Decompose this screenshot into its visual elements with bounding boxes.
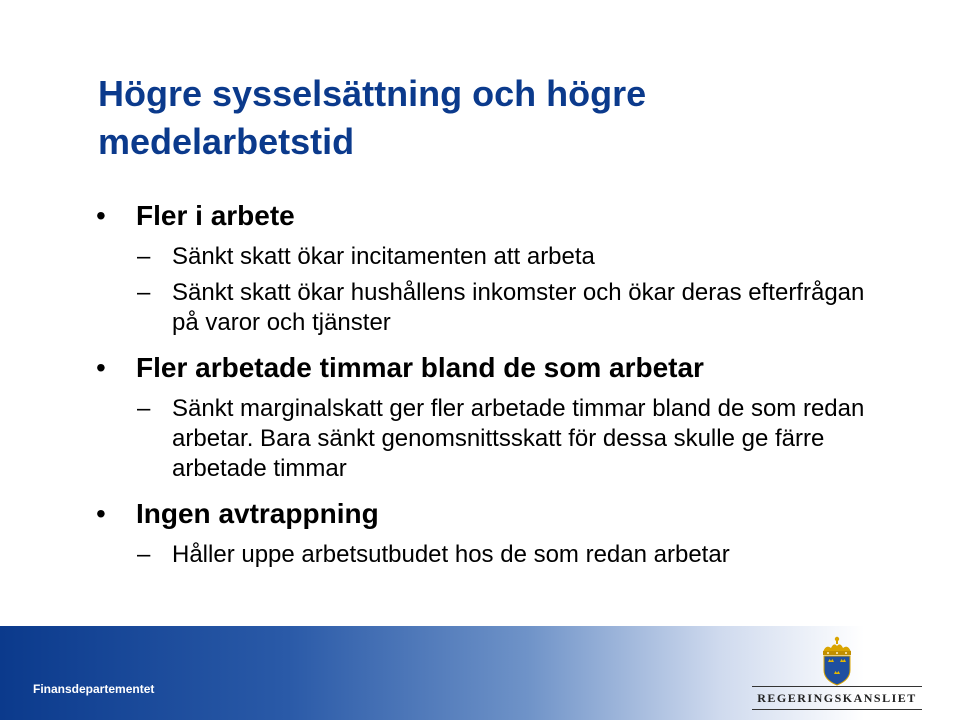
sub-bullet-item [0, 278, 872, 338]
sub-bullet-dash: – [137, 279, 151, 306]
sub-bullet-dash: – [137, 541, 151, 568]
sub-bullet-item [0, 242, 872, 272]
slide-title [98, 70, 898, 166]
sub-bullet-text: Sänkt marginalskatt ger fler arbetade timmar bland de som redan arbetar. Bara sänkt genomsnittsskatt för dessa skulle ge färre arbetade timmar [172, 395, 865, 482]
sub-bullet-dash: – [137, 395, 151, 422]
regeringskansliet-logo [752, 636, 922, 712]
sub-bullet-item [0, 540, 872, 570]
bullet-dot: • [96, 352, 106, 383]
bullet-item [0, 196, 960, 236]
bullet-dot: • [96, 200, 106, 231]
sub-bullet-text: Sänkt skatt ökar incitamenten att arbeta [172, 243, 595, 270]
department-name: Finansdepartementet [33, 682, 155, 696]
bullet-list [0, 196, 960, 570]
bullet-text: Fler i arbete [136, 200, 295, 231]
sub-bullet-text: Håller uppe arbetsutbudet hos de som redan arbetar [172, 541, 730, 568]
crown-shield-icon [818, 636, 856, 686]
bullet-item [0, 494, 960, 534]
sub-bullet-item [0, 394, 872, 484]
bullet-text: Ingen avtrappning [136, 498, 379, 529]
bullet-item [0, 348, 960, 388]
bullet-dot: • [96, 498, 106, 529]
bullet-text: Fler arbetade timmar bland de som arbetar [136, 352, 704, 383]
slide-title-line-2: medelarbetstid [98, 121, 355, 162]
sub-bullet-text: Sänkt skatt ökar hushållens inkomster och ökar deras efterfrågan på varor och tjänster [172, 279, 865, 336]
slide-title-line-1: Högre sysselsättning och högre [98, 73, 647, 114]
logo-wordmark: REGERINGSKANSLIET [752, 686, 922, 710]
sub-bullet-dash: – [137, 243, 151, 270]
